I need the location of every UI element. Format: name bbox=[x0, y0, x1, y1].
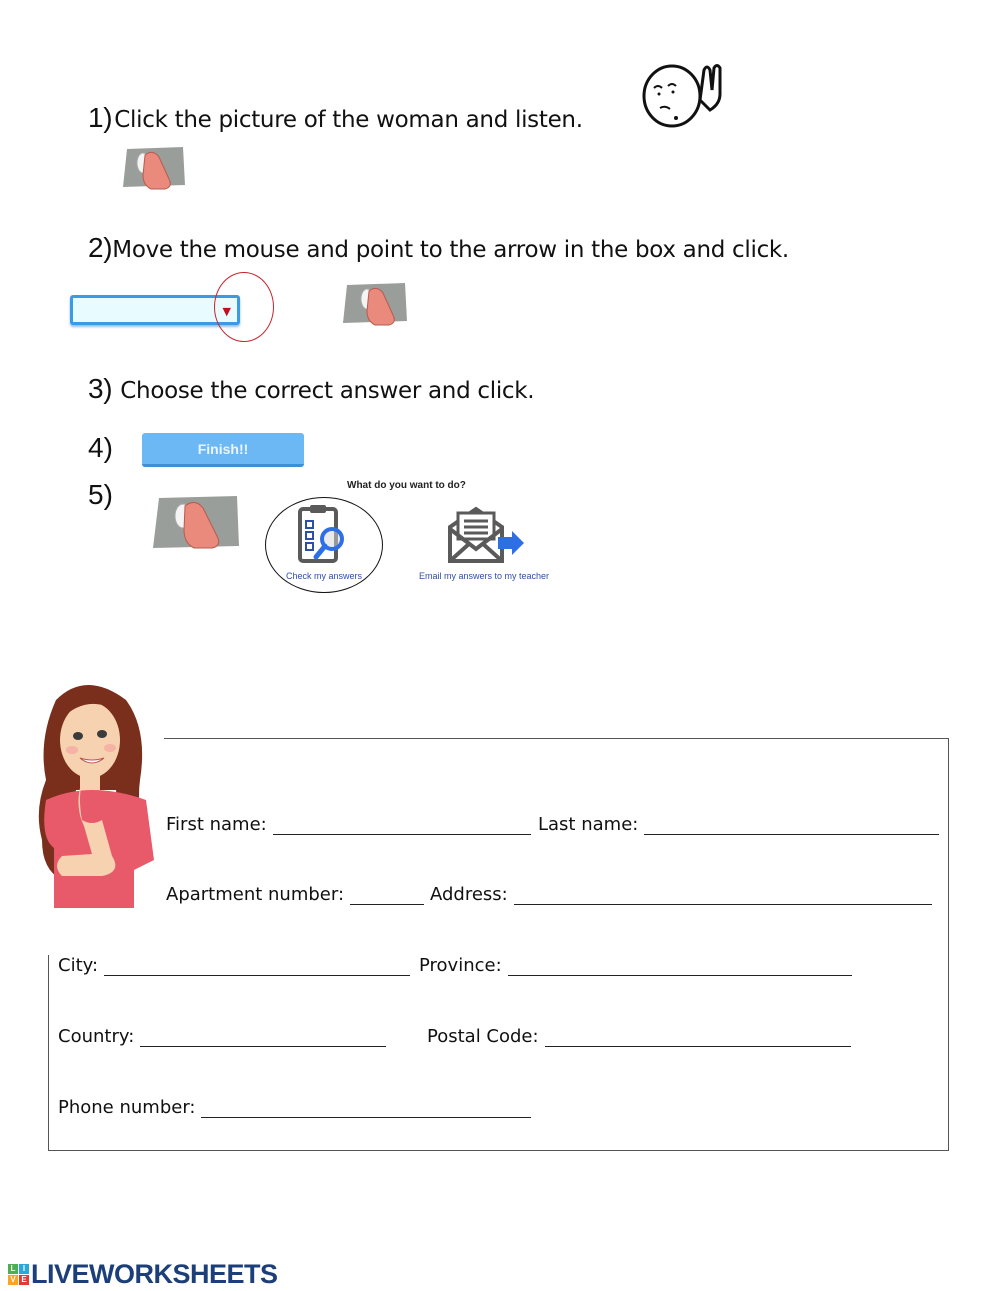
postal-code-input[interactable] bbox=[545, 1028, 851, 1047]
first-name-field bbox=[166, 814, 531, 835]
phone-number-label: Phone number: bbox=[58, 1097, 196, 1118]
instruction-number: 1) bbox=[88, 102, 113, 133]
instruction-number: 2) bbox=[88, 232, 113, 263]
country-label: Country: bbox=[58, 1026, 135, 1047]
apartment-number-input[interactable] bbox=[350, 886, 424, 905]
last-name-field bbox=[538, 814, 939, 835]
country-field bbox=[58, 1026, 386, 1047]
address-label: Address: bbox=[430, 884, 508, 905]
mouse-click-icon bbox=[341, 281, 409, 327]
logo-block: L bbox=[8, 1264, 18, 1274]
finish-button[interactable]: Finish!! bbox=[142, 433, 304, 467]
liveworksheets-logo[interactable] bbox=[8, 1259, 278, 1290]
province-input[interactable] bbox=[508, 957, 852, 976]
logo-block: I bbox=[19, 1264, 29, 1274]
city-input[interactable] bbox=[104, 957, 410, 976]
city-label: City: bbox=[58, 955, 99, 976]
dropdown-arrow-icon[interactable]: ▼ bbox=[222, 305, 231, 318]
phone-number-input[interactable] bbox=[201, 1099, 531, 1118]
first-name-label: First name: bbox=[166, 814, 267, 835]
instruction-3 bbox=[88, 373, 534, 405]
clipboard-check-magnifier-icon[interactable] bbox=[296, 503, 350, 569]
phone-number-field bbox=[58, 1097, 531, 1118]
form-border-left bbox=[48, 955, 49, 1151]
city-field bbox=[58, 955, 410, 976]
submit-question: What do you want to do? bbox=[347, 480, 466, 491]
apartment-number-field bbox=[166, 884, 424, 905]
logo-blocks-icon bbox=[8, 1264, 29, 1285]
instruction-text: Click the picture of the woman and listen. bbox=[114, 107, 583, 133]
country-input[interactable] bbox=[140, 1028, 386, 1047]
listening-face-icon bbox=[640, 60, 730, 136]
instruction-number: 3) bbox=[88, 373, 113, 404]
instruction-text: Move the mouse and point to the arrow in the box and click. bbox=[112, 237, 789, 263]
address-field bbox=[430, 884, 932, 905]
logo-text: LIVEWORKSHEETS bbox=[31, 1259, 278, 1289]
instruction-4-number: 4) bbox=[88, 432, 113, 463]
mouse-click-icon bbox=[121, 145, 187, 191]
logo-block: V bbox=[8, 1275, 18, 1285]
last-name-label: Last name: bbox=[538, 814, 639, 835]
last-name-input[interactable] bbox=[644, 816, 939, 835]
mouse-click-icon bbox=[151, 494, 241, 552]
first-name-input[interactable] bbox=[273, 816, 531, 835]
address-input[interactable] bbox=[514, 886, 932, 905]
province-field bbox=[419, 955, 852, 976]
postal-code-field bbox=[427, 1026, 851, 1047]
postal-code-label: Postal Code: bbox=[427, 1026, 539, 1047]
envelope-arrow-icon[interactable] bbox=[446, 505, 526, 569]
province-label: Province: bbox=[419, 955, 502, 976]
instruction-text: Choose the correct answer and click. bbox=[120, 378, 535, 404]
instruction-2 bbox=[88, 232, 789, 264]
email-answers-option[interactable]: Email my answers to my teacher bbox=[419, 571, 550, 581]
personal-info-form bbox=[48, 738, 949, 1151]
highlight-circle bbox=[214, 272, 274, 342]
logo-block: E bbox=[19, 1275, 29, 1285]
instruction-5-number: 5) bbox=[88, 479, 113, 510]
instruction-1 bbox=[88, 102, 583, 134]
apartment-number-label: Apartment number: bbox=[166, 884, 345, 905]
check-answers-option[interactable]: Check my answers bbox=[286, 571, 363, 581]
